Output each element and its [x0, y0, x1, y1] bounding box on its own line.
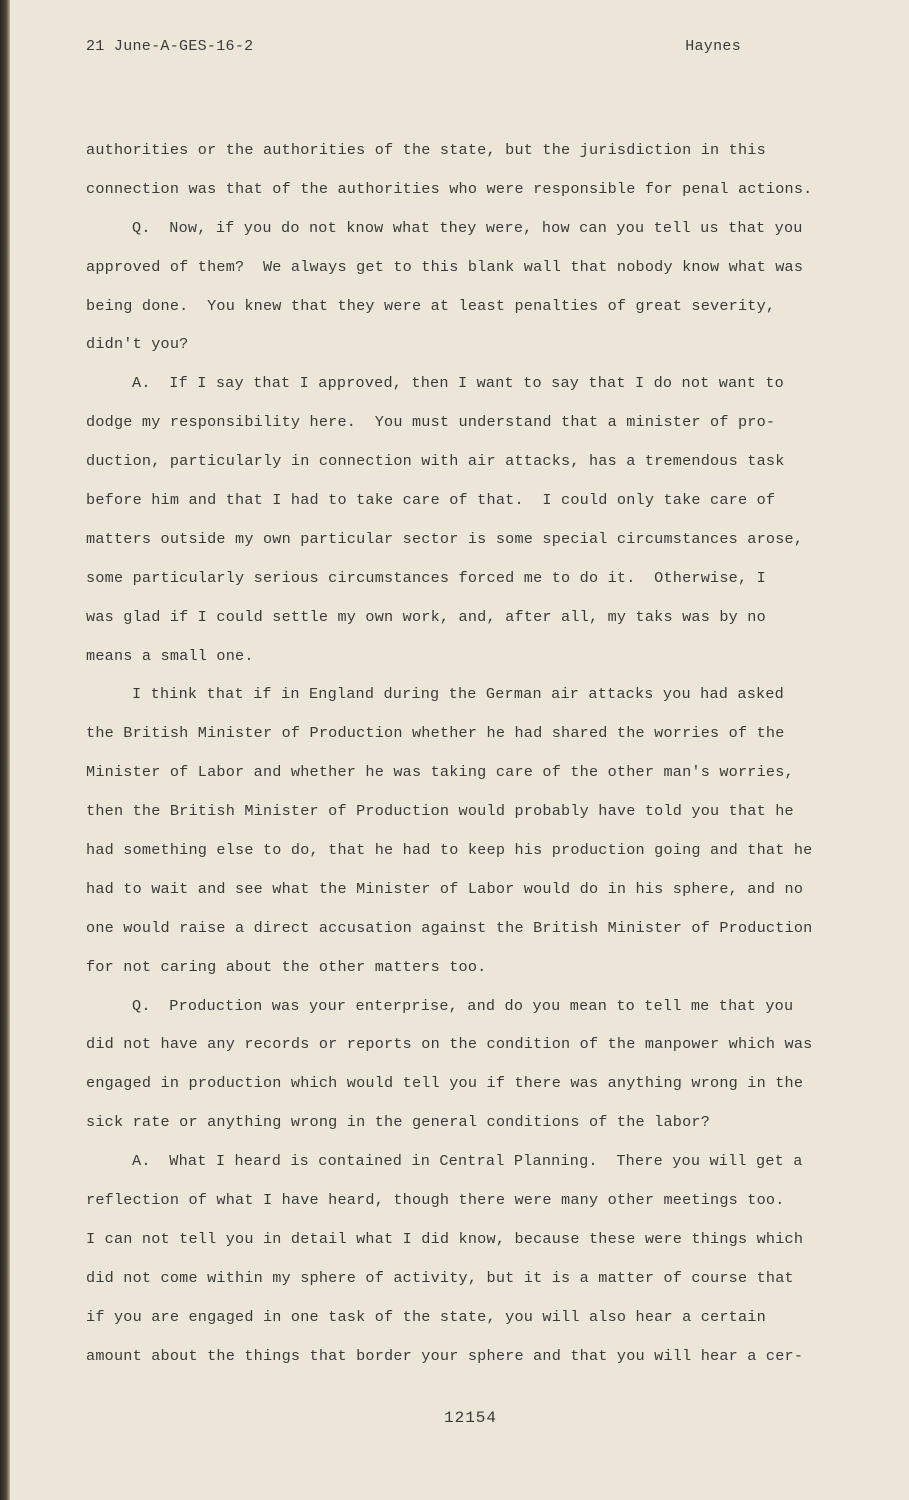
transcript-line: didn't you? [86, 335, 189, 354]
transcript-line: dodge my responsibility here. You must understand that a minister of pro- [86, 413, 776, 432]
transcript-line: being done. You knew that they were at least penalties of great severity, [86, 296, 776, 315]
transcript-line: if you are engaged in one task of the state, you will also hear a certain [86, 1307, 766, 1326]
transcript-line: reflection of what I have heard, though there were many other meetings too. [86, 1191, 785, 1210]
transcript-line: I think that if in England during the German air attacks you had asked [132, 685, 784, 704]
transcript-line: for not caring about the other matters too. [86, 957, 487, 976]
transcript-body [86, 131, 846, 1376]
transcript-line: before him and that I had to take care of that. I could only take care of [86, 491, 776, 510]
transcript-line: engaged in production which would tell you if there was anything wrong in the [86, 1074, 804, 1093]
transcript-line: had to wait and see what the Minister of Labor would do in his sphere, and no [86, 879, 804, 898]
transcript-line: approved of them? We always get to this blank wall that nobody know what was [86, 257, 804, 276]
transcript-line: was glad if I could settle my own work, and, after all, my taks was by no [86, 607, 766, 626]
transcript-line: did not come within my sphere of activity, but it is a matter of course that [86, 1268, 794, 1287]
transcript-line: I can not tell you in detail what I did know, because these were things which [86, 1229, 804, 1248]
transcript-line: means a small one. [86, 646, 254, 665]
transcript-line: Q. Production was your enterprise, and do you mean to tell me that you [132, 996, 794, 1015]
transcript-line: Minister of Labor and whether he was taking care of the other man's worries, [86, 763, 794, 782]
transcript-line: then the British Minister of Production would probably have told you that he [86, 802, 794, 821]
page-binding-edge [0, 0, 10, 1500]
transcript-line: A. If I say that I approved, then I want to say that I do not want to [132, 374, 784, 393]
transcript-line: amount about the things that border your sphere and that you will hear a cer- [86, 1346, 804, 1365]
transcript-line: Q. Now, if you do not know what they were, how can you tell us that you [132, 218, 803, 237]
transcript-line: A. What I heard is contained in Central Planning. There you will get a [132, 1152, 803, 1171]
transcript-line: authorities or the authorities of the state, but the jurisdiction in this [86, 141, 766, 159]
transcript-line: the British Minister of Production whether he had shared the worries of the [86, 724, 785, 743]
transcript-line: connection was that of the authorities who were responsible for penal actions. [86, 179, 813, 198]
transcript-line: matters outside my own particular sector is some special circumstances arose, [86, 529, 804, 548]
transcript-line: did not have any records or reports on the condition of the manpower which was [86, 1035, 813, 1054]
document-reference: 21 June-A-GES-16-2 [86, 38, 254, 55]
transcript-line: had something else to do, that he had to keep his production going and that he [86, 841, 813, 860]
reporter-name: Haynes [685, 38, 741, 55]
transcript-line: some particularly serious circumstances forced me to do it. Otherwise, I [86, 568, 766, 587]
transcript-line: sick rate or anything wrong in the general conditions of the labor? [86, 1113, 711, 1132]
transcript-page [10, 0, 909, 1500]
page-number: 12154 [443, 1409, 497, 1427]
transcript-line: duction, particularly in connection with air attacks, has a tremendous task [86, 452, 785, 471]
transcript-line: one would raise a direct accusation against the British Minister of Production [86, 918, 813, 937]
